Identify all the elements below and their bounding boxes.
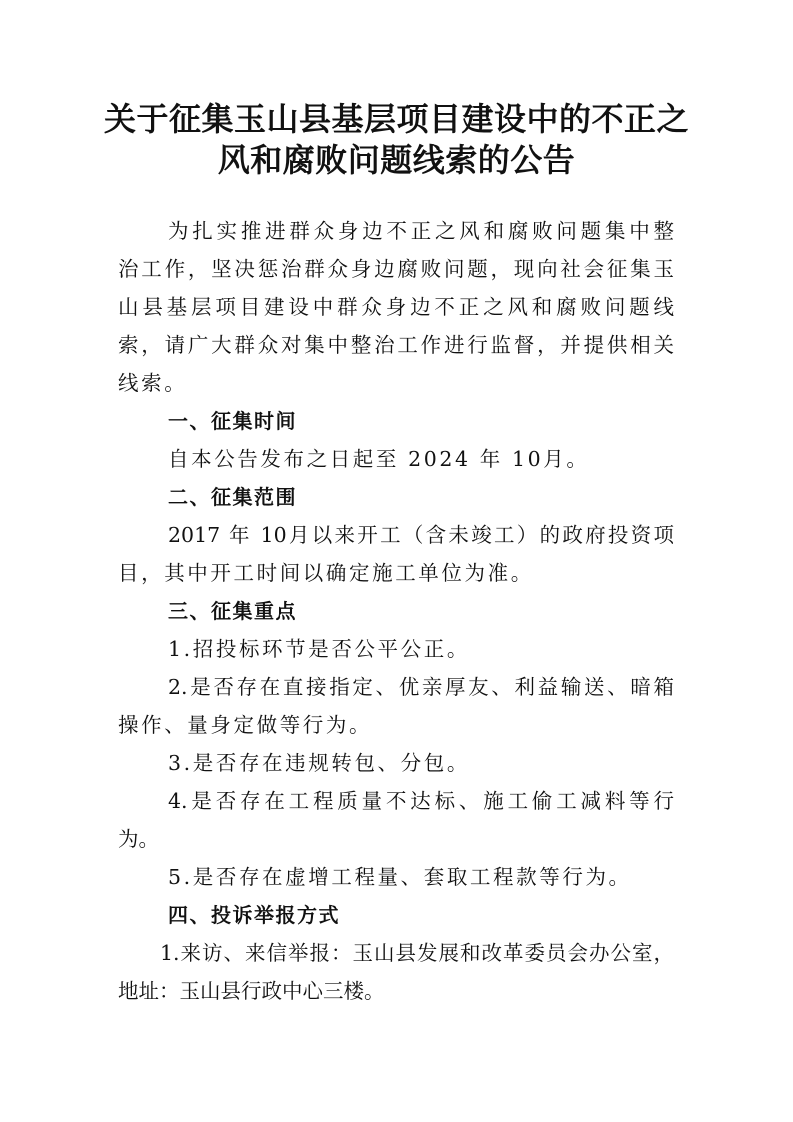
report-item-1-line-2: 地址：玉山县行政中心三楼。 xyxy=(118,979,385,1003)
focus-item-2-line-2: 操作、量身定做等行为。 xyxy=(118,713,373,737)
report-item-1-line-1: 1.来访、来信举报：玉山县发展和改革委员会办公室， xyxy=(160,941,674,965)
title-line-2: 风和腐败问题线索的公告 xyxy=(217,141,576,179)
intro-line-5: 线索。 xyxy=(118,371,188,395)
intro-line-1: 为扎实推进群众身边不正之风和腐败问题集中整 xyxy=(168,219,674,243)
focus-item-1: 1.招投标环节是否公平公正。 xyxy=(168,637,470,661)
focus-item-2-line-1: 2.是否存在直接指定、优亲厚友、利益输送、暗箱 xyxy=(168,675,674,699)
section-heading-report: 四、投诉举报方式 xyxy=(168,903,340,927)
focus-item-4-line-1: 4.是否存在工程质量不达标、施工偷工减料等行 xyxy=(168,789,674,813)
focus-item-4-line-2: 为。 xyxy=(118,827,159,851)
section-heading-time: 一、征集时间 xyxy=(168,409,297,433)
title-line-1: 关于征集玉山县基层项目建设中的不正之 xyxy=(103,100,689,138)
intro-line-3: 山县基层项目建设中群众身边不正之风和腐败问题线 xyxy=(118,295,674,319)
intro-line-4: 索，请广大群众对集中整治工作进行监督，并提供相关 xyxy=(118,333,674,357)
section-time-text: 自本公告发布之日起至 2024 年 10月。 xyxy=(168,447,590,471)
focus-item-5: 5.是否存在虚增工程量、套取工程款等行为。 xyxy=(168,865,632,889)
focus-item-3: 3.是否存在违规转包、分包。 xyxy=(168,751,470,775)
section-scope-line-2: 目，其中开工时间以确定施工单位为准。 xyxy=(118,561,534,585)
section-heading-scope: 二、征集范围 xyxy=(168,485,297,509)
section-scope-line-1: 2017 年 10月以来开工（含未竣工）的政府投资项 xyxy=(168,523,674,547)
section-heading-focus: 三、征集重点 xyxy=(168,599,297,623)
intro-line-2: 治工作，坚决惩治群众身边腐败问题，现向社会征集玉 xyxy=(118,257,674,281)
